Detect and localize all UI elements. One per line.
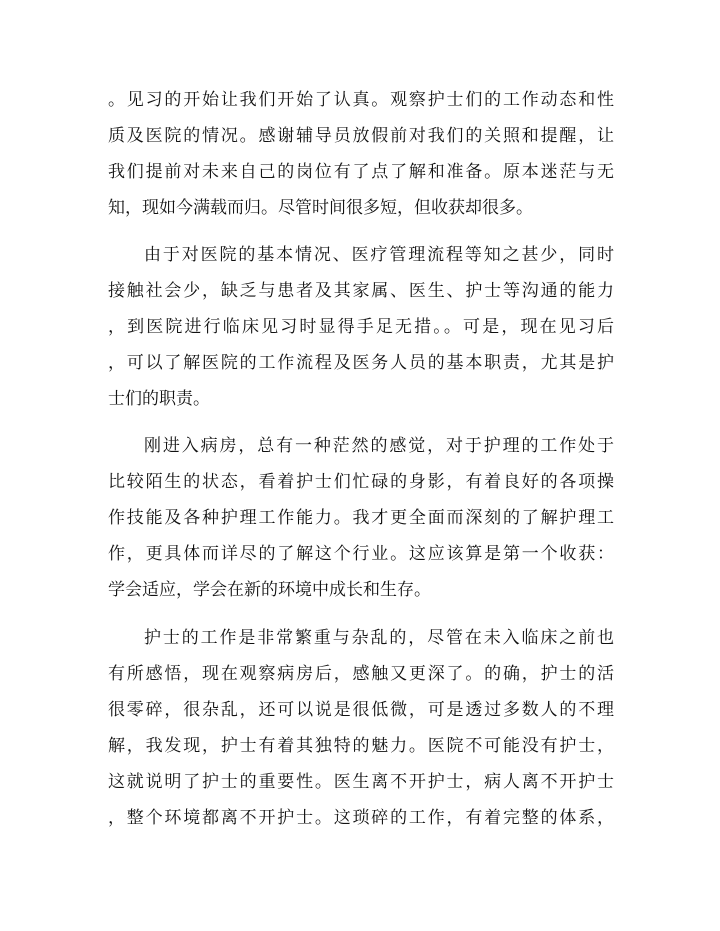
text-line: ，到医院进行临床见习时显得手足无措。。可是，现在见习后 bbox=[108, 317, 614, 337]
text-line: ，可以了解医院的工作流程及医务人员的基本职责，尤其是护 bbox=[108, 353, 614, 373]
text-line: 有所感悟，现在观察病房后，感触又更深了。的确，护士的活 bbox=[108, 664, 614, 684]
paragraph-1 bbox=[108, 82, 614, 226]
text-line: 。见习的开始让我们开始了认真。观察护士们的工作动态和性 bbox=[108, 90, 614, 110]
text-line: 学会适应，学会在新的环境中成长和生存。 bbox=[108, 580, 431, 600]
text-line: 作技能及各种护理工作能力。我才更全面而深刻的了解护理工 bbox=[108, 508, 614, 528]
text-line: 我们提前对未来自己的岗位有了点了解和准备。原本迷茫与无 bbox=[108, 162, 614, 182]
text-line: 护士的工作是非常繁重与杂乱的，尽管在未入临床之前也 bbox=[144, 628, 614, 648]
text-line: 接触社会少，缺乏与患者及其家属、医生、护士等沟通的能力 bbox=[108, 281, 614, 301]
paragraph-2 bbox=[108, 237, 614, 417]
text-line: ，整个环境都离不开护士。这琐碎的工作，有着完整的体系， bbox=[108, 808, 614, 828]
text-line: 比较陌生的状态，看着护士们忙碌的身影，有着良好的各项操 bbox=[108, 472, 614, 492]
paragraph-3 bbox=[108, 428, 614, 608]
text-line: 解，我发现，护士有着其独特的魅力。医院不可能没有护士， bbox=[108, 736, 614, 756]
paragraph-4 bbox=[108, 620, 614, 836]
text-line: 作，更具体而详尽的了解这个行业。这应该算是第一个收获： bbox=[108, 544, 614, 564]
text-line: 知，现如今满载而归。尽管时间很多短，但收获却很多。 bbox=[108, 198, 533, 218]
text-line: 这就说明了护士的重要性。医生离不开护士，病人离不开护士 bbox=[108, 772, 614, 792]
text-line: 很零碎，很杂乱，还可以说是很低微，可是透过多数人的不理 bbox=[108, 700, 614, 720]
text-line: 刚进入病房，总有一种茫然的感觉，对于护理的工作处于 bbox=[144, 436, 614, 456]
text-line: 士们的职责。 bbox=[108, 389, 210, 409]
text-line: 质及医院的情况。感谢辅导员放假前对我们的关照和提醒，让 bbox=[108, 126, 614, 146]
text-line: 由于对医院的基本情况、医疗管理流程等知之甚少，同时 bbox=[144, 245, 614, 265]
